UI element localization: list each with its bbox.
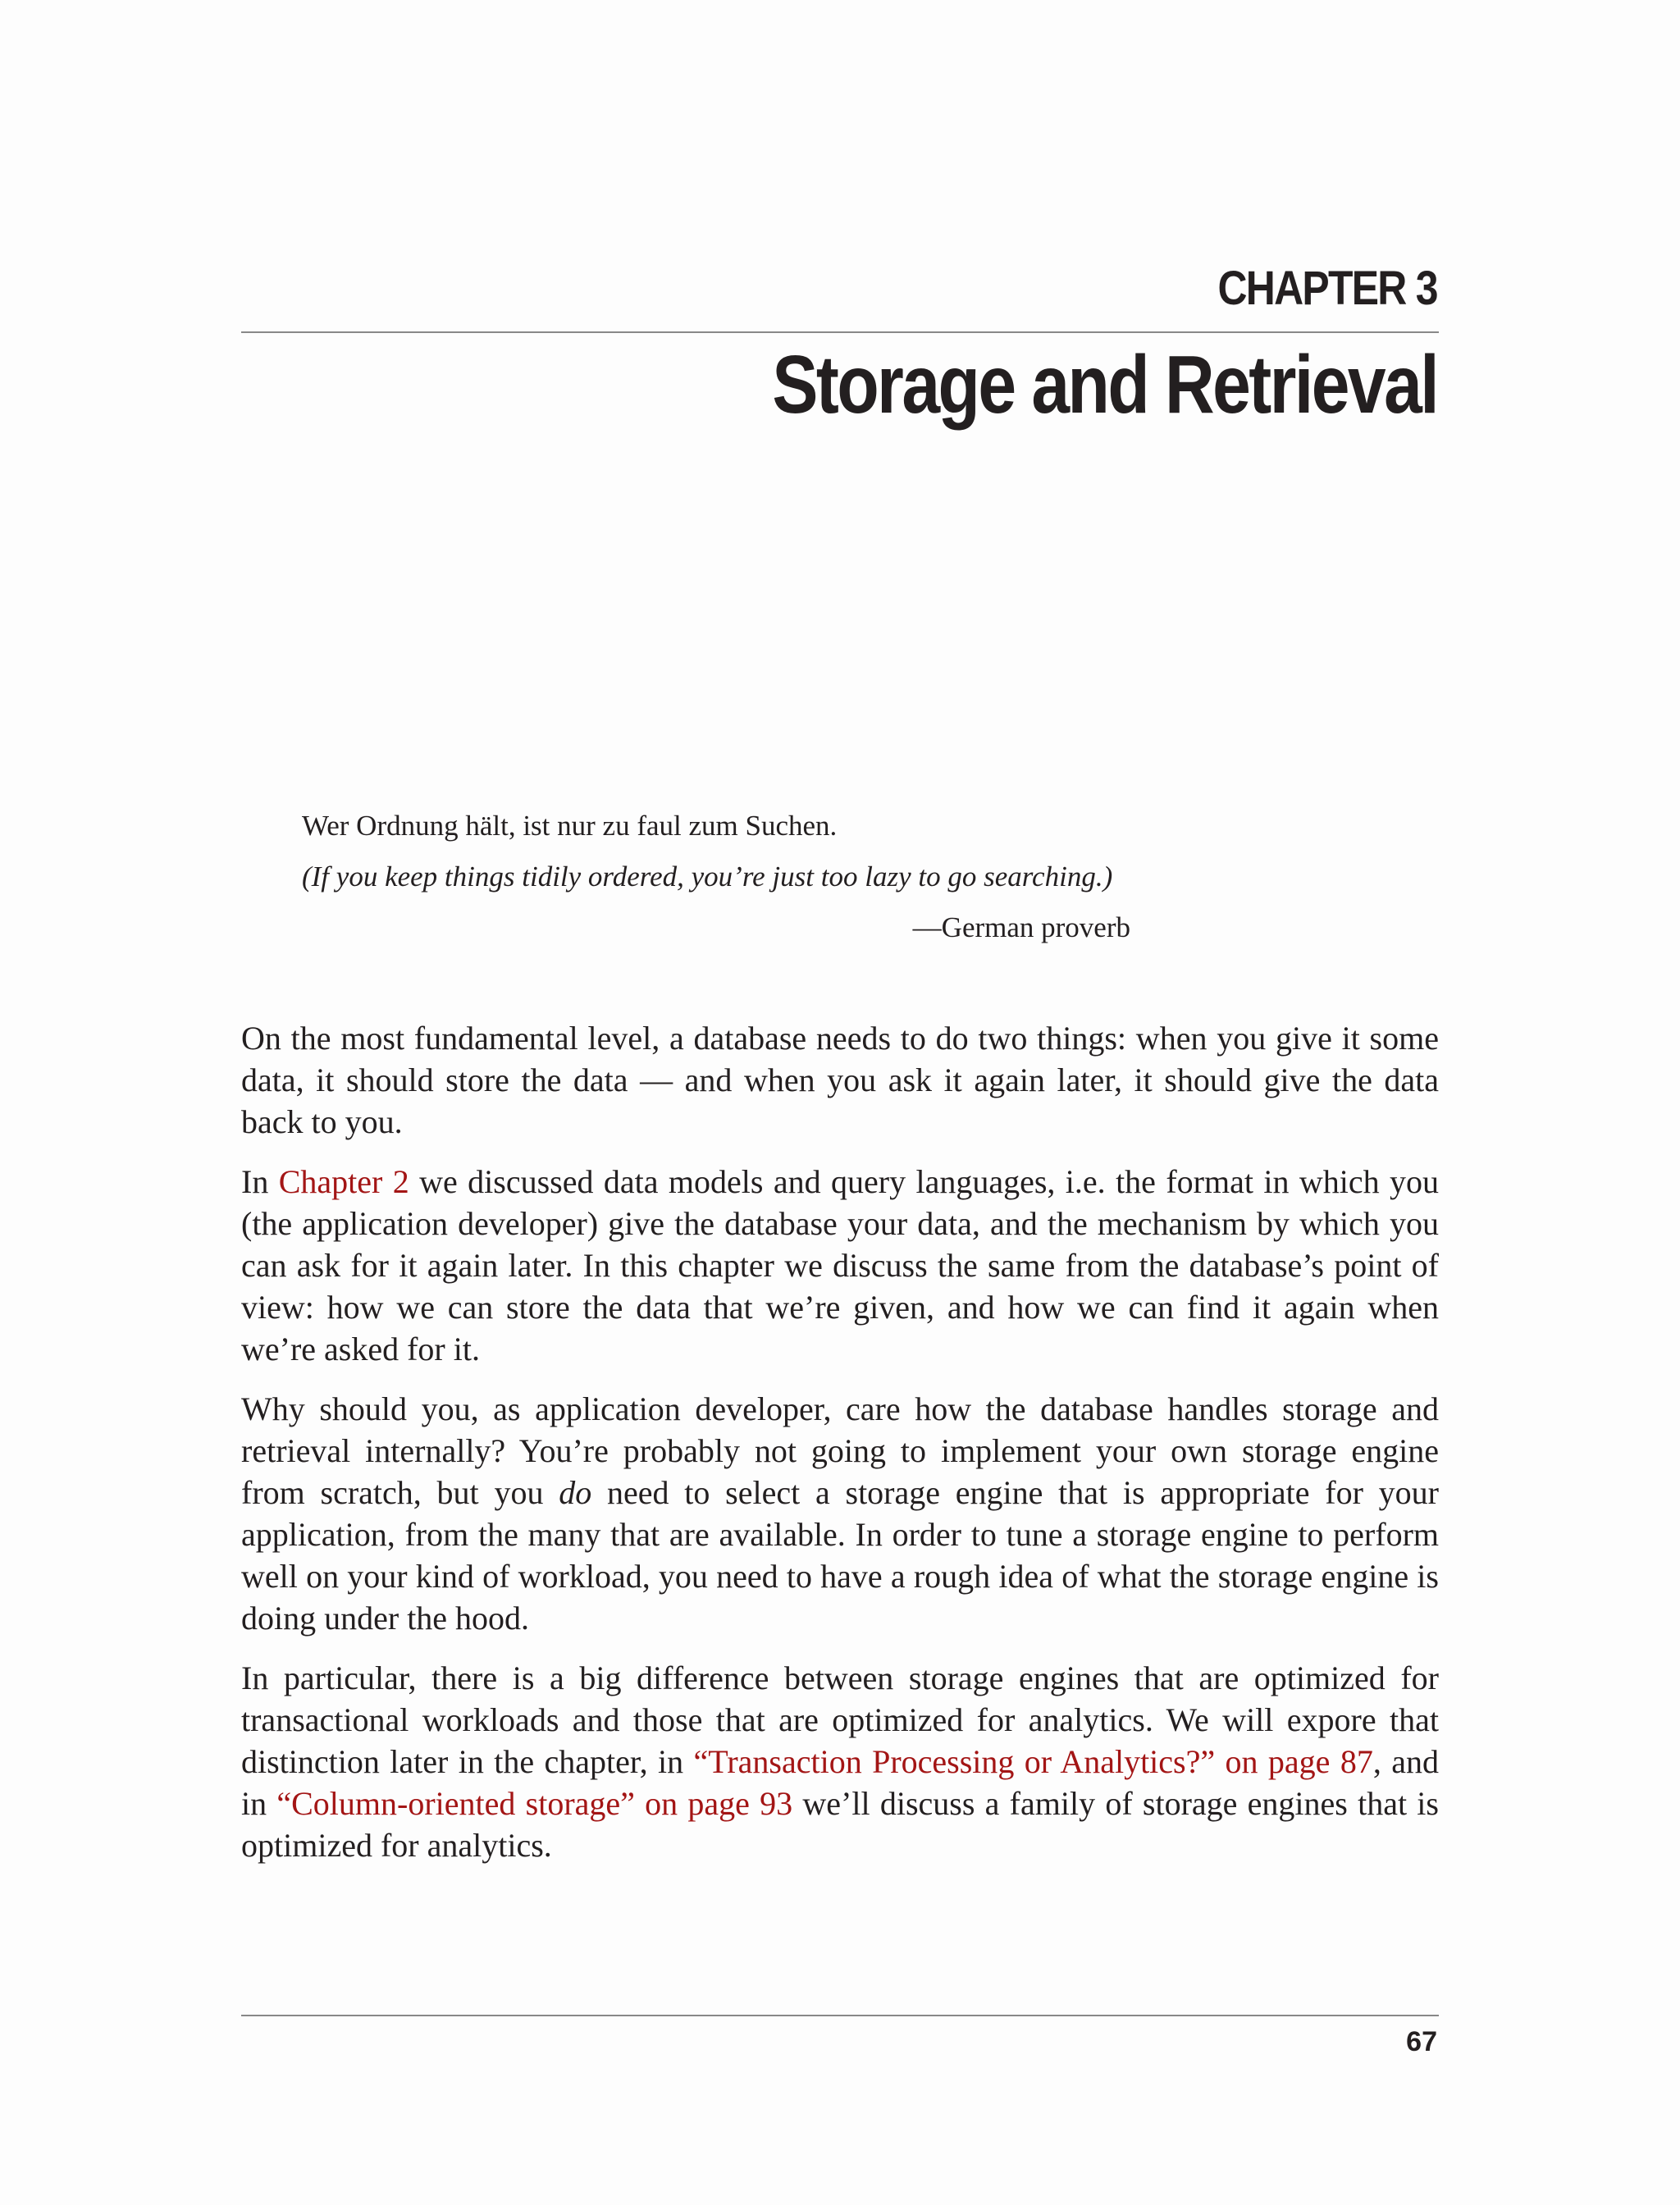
column-oriented-storage-link[interactable]: “Column-oriented storage” on page 93 <box>276 1785 793 1822</box>
epigraph-attribution: —German proverb <box>912 911 1130 943</box>
chapter-2-link[interactable]: Chapter 2 <box>278 1163 409 1200</box>
paragraph-4-text-after: we’ll discuss a family of storage engines that is optimized for analytics. <box>241 1785 1439 1864</box>
chapter-divider <box>241 331 1439 333</box>
paragraph-2 <box>241 1161 1439 1370</box>
chapter-label: CHAPTER 3 <box>1217 262 1437 315</box>
paragraph-4-text-middle: , and in <box>241 1743 1439 1822</box>
paragraph-4 <box>241 1657 1439 1866</box>
paragraph-3-emphasis: do <box>559 1474 592 1511</box>
epigraph-translation: (If you keep things tidily ordered, you’re just too lazy to go searching.) <box>302 861 1113 892</box>
page-number: 67 <box>1406 2026 1437 2057</box>
chapter-title: Storage and Retrieval <box>772 339 1437 431</box>
body-text <box>241 1017 1439 1884</box>
paragraph-4-text-before: In particular, there is a big difference between storage engines that are optimized for transactional workloads and those that are optimized for analytics. We will expore that distinction later in the chapter, in <box>241 1659 1439 1780</box>
paragraph-2-text-before: In <box>241 1163 279 1200</box>
paragraph-1: On the most fundamental level, a database needs to do two things: when you give it some data, it should store the data — and when you ask it again later, it should give the data back to you. <box>241 1020 1439 1140</box>
epigraph-original: Wer Ordnung hält, ist nur zu faul zum Suchen. <box>302 810 838 842</box>
paragraph-3-text-before: Why should you, as application developer, care how the database handles storage and retrieval internally? You’re probably not going to implement your own storage engine from scratch, but you <box>241 1390 1439 1511</box>
transaction-processing-link[interactable]: “Transaction Processing or Analytics?” on page 87 <box>693 1743 1373 1780</box>
paragraph-3-text-after: need to select a storage engine that is appropriate for your application, from the many that are available. In order to tune a storage engine to perform well on your kind of workload, you need to have a rough idea of what the storage engine is doing under the hood. <box>241 1474 1439 1637</box>
epigraph <box>302 801 1130 953</box>
footer-divider <box>241 2015 1439 2016</box>
paragraph-2-text-after: we discussed data models and query languages, i.e. the format in which you (the application developer) give the database your data, and the mechanism by which you can ask for it again later. In this chapter we discuss the same from the database’s point of view: how we can store the data that we’re given, and how we can find it again when we’re asked for it. <box>241 1163 1440 1367</box>
paragraph-3 <box>241 1388 1439 1639</box>
